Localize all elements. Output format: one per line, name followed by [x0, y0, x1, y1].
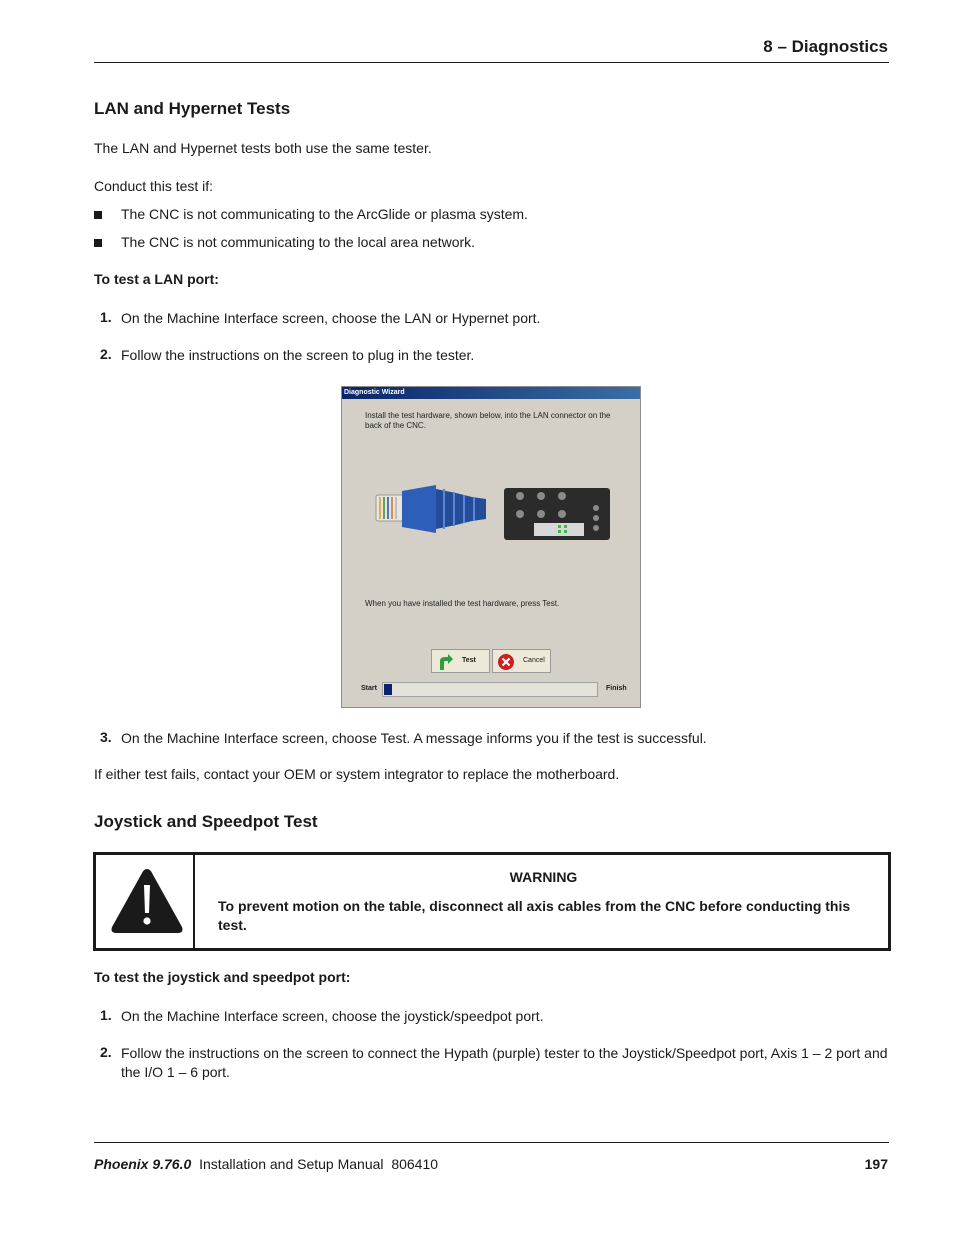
- wizard-bottom-text: When you have installed the test hardware, press Test.: [365, 599, 560, 608]
- progress-fill: [384, 684, 392, 695]
- footer-manual: Installation and Setup Manual: [199, 1156, 384, 1172]
- cancel-button[interactable]: Cancel: [492, 649, 551, 673]
- green-arrow-icon: [436, 653, 454, 671]
- footer-part-number: 806410: [391, 1156, 439, 1172]
- header-rule: [94, 62, 889, 63]
- test-button[interactable]: Test: [431, 649, 490, 673]
- lan-tester-box-icon: [504, 486, 610, 542]
- lan-intro: The LAN and Hypernet tests both use the same tester.: [94, 140, 432, 156]
- fail-note: If either test fails, contact your OEM or system integrator to replace the motherboard.: [94, 766, 620, 782]
- page-number: 197: [864, 1156, 888, 1172]
- warning-text: To prevent motion on the table, disconnect all axis cables from the CNC before conducting this test.: [218, 898, 851, 933]
- progress-bar: [382, 682, 598, 697]
- diagnostic-wizard-screenshot: [341, 386, 641, 708]
- warning-icon-cell: [96, 855, 195, 948]
- joystick-procedure-title: To test the joystick and speedpot port:: [94, 969, 351, 985]
- wizard-titlebar: Diagnostic Wizard: [342, 387, 640, 399]
- lan-section-heading: LAN and Hypernet Tests: [94, 99, 291, 118]
- footer-rule: [94, 1142, 889, 1143]
- lan-procedure-title: To test a LAN port:: [94, 271, 219, 287]
- warning-box: [93, 852, 891, 951]
- bullet-square-icon: [94, 239, 102, 247]
- footer-text: [94, 1156, 438, 1172]
- joystick-section-heading: Joystick and Speedpot Test: [94, 812, 318, 831]
- conduct-text: Conduct this test if:: [94, 178, 214, 194]
- start-label: Start: [361, 685, 377, 692]
- red-x-icon: [497, 653, 515, 671]
- chapter-title: 8 – Diagnostics: [763, 37, 888, 56]
- warning-title: WARNING: [509, 869, 578, 885]
- finish-label: Finish: [606, 685, 627, 692]
- lan-tester-plug-icon: [374, 479, 492, 539]
- warning-triangle-icon: [110, 867, 184, 935]
- footer-product: Phoenix 9.76.0: [94, 1156, 192, 1172]
- bullet-square-icon: [94, 211, 102, 219]
- wizard-instruction: Install the test hardware, shown below, into the LAN connector on the back of the CNC.: [365, 411, 611, 430]
